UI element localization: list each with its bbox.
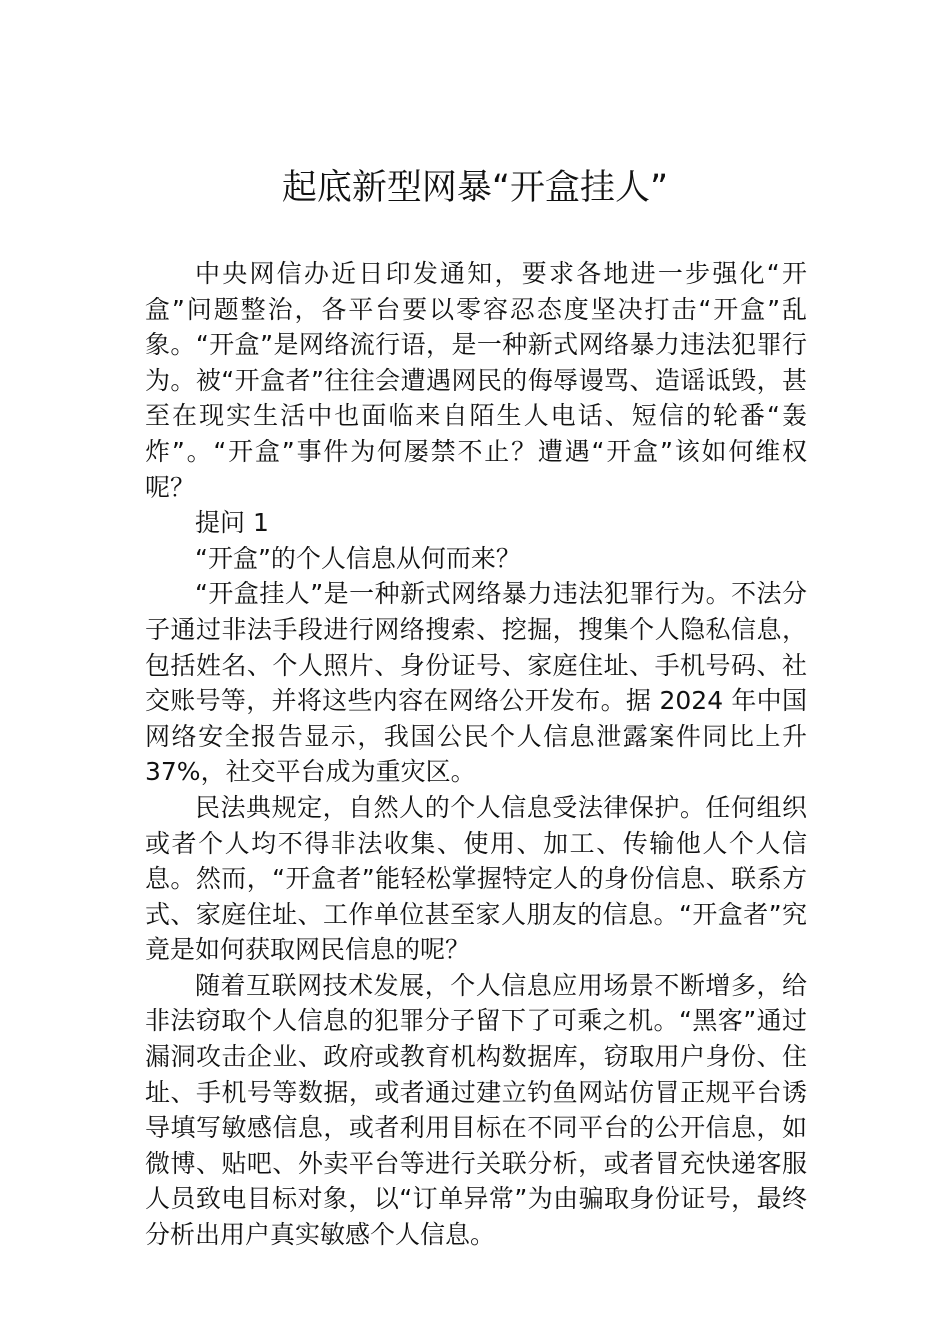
paragraph-definition: “开盒挂人”是一种新式网络暴力违法犯罪行为。不法分子通过非法手段进行网络搜索、挖掘，搜集个人隐私信息，包括姓名、个人照片、身份证号、家庭住址、手机号码、社交账号等，并将这些内容在网络公开发布。据 2024 年中国网络安全报告显示，我国公民个人信息泄露案件同比上升 37%，社交平台成为重灾区。	[145, 579, 807, 787]
document-body	[145, 256, 807, 1253]
paragraph-question-label: 提问 1	[195, 508, 269, 538]
paragraph-question: “开盒”的个人信息从何而来？	[195, 543, 521, 573]
paragraph-intro: 中央网信办近日印发通知，要求各地进一步强化“开盒”问题整治，各平台要以零容忍态度坚决打击“开盒”乱象。“开盒”是网络流行语，是一种新式网络暴力违法犯罪行为。被“开盒者”往往会遭遇网民的侮辱谩骂、造谣诋毁，甚至在现实生活中也面临来自陌生人电话、短信的轮番“轰炸”。“开盒”事件为何屡禁不止？遭遇“开盒”该如何维权呢？	[145, 259, 807, 502]
paragraph-methods: 随着互联网技术发展，个人信息应用场景不断增多，给非法窃取个人信息的犯罪分子留下了可乘之机。“黑客”通过漏洞攻击企业、政府或教育机构数据库，窃取用户身份、住址、手机号等数据，或者通过建立钓鱼网站仿冒正规平台诱导填写敏感信息，或者利用目标在不同平台的公开信息，如微博、贴吧、外卖平台等进行关联分析，或者冒充快递客服人员致电目标对象，以“订单异常”为由骗取身份证号，最终分析出用户真实敏感个人信息。	[145, 970, 807, 1250]
page-title: 起底新型网暴“开盒挂人”	[281, 168, 669, 208]
paragraph-civil-code: 民法典规定，自然人的个人信息受法律保护。任何组织或者个人均不得非法收集、使用、加工、传输他人个人信息。然而，“开盒者”能轻松掌握特定人的身份信息、联系方式、家庭住址、工作单位甚至家人朋友的信息。“开盒者”究竟是如何获取网民信息的呢？	[145, 792, 807, 965]
